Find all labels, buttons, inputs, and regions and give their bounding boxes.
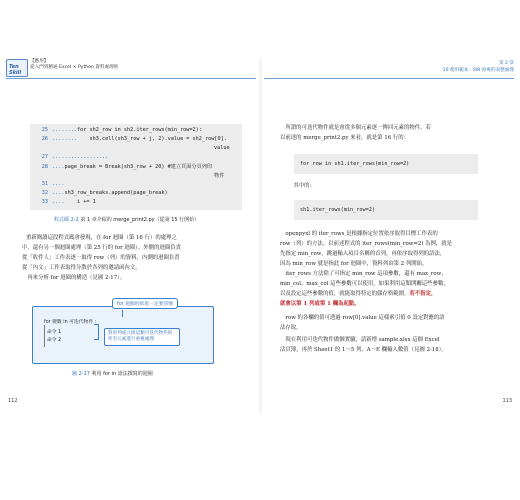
- header-rule: [6, 78, 256, 79]
- body-line: 再來分析 for 迴圈的構造（見圖 2-17）。: [22, 275, 126, 281]
- callout-arrow: [122, 310, 123, 317]
- body-line: [280, 290, 436, 299]
- code-line: 27 ..................: [30, 154, 108, 160]
- left-page-header: [6, 58, 256, 78]
- body-line: iter_rows 方法除了可指定 min_row 這項參數，還有 max_row、: [280, 271, 447, 277]
- header-line-1: 【應用】: [30, 59, 49, 64]
- code-text: for row in sh1.iter_rows(min_row=2): [300, 161, 410, 167]
- code-text: for sh2_row in sh2.iter_rows(min_row=2):: [77, 127, 202, 133]
- body-line: 所謂的可迭代物件就是會從多個元素逐一傳回元素的物件，若: [280, 125, 431, 131]
- figure-caption-number: 圖 2-17: [72, 371, 90, 377]
- code-continuation: 物件: [214, 173, 225, 179]
- line-number: 31: [41, 181, 48, 187]
- line-number: 27: [41, 154, 48, 160]
- left-page: [2, 58, 260, 414]
- body-text-span: 以及設定這些參數的值，就能取得特定的儲存格範圍。: [280, 291, 410, 297]
- header-text: [30, 59, 118, 71]
- code-line: 31 ....: [30, 181, 65, 187]
- chapter-label: 第 2 章: [498, 61, 514, 66]
- command-bracket: [94, 324, 99, 340]
- section-label: 10 使用範本：SW 原專的表整處理: [442, 68, 514, 73]
- command-2: 命令 2: [47, 338, 62, 343]
- body-line: min_col、max_col 這些參數可以使用，如果利用這類開關這些參數，: [280, 281, 449, 287]
- line-number: 33: [41, 199, 48, 205]
- code-caption-text: 第 1 章介紹的 merge_print2.py（從第 15 行開始）: [80, 217, 200, 223]
- line-number: 26: [41, 136, 48, 142]
- code-line: 28 ....page_break = Break(sh3_row + 20) #建立頁面分頁列印: [30, 163, 212, 170]
- line-number: 32: [41, 190, 48, 196]
- body-line: 法存取。: [280, 325, 302, 331]
- body-line: openpyxl 的 iter_rows 是根據指定位置依序取得目標工作表的: [280, 231, 438, 237]
- for-syntax-line: for 變數 in 可迭代物件 ：: [44, 320, 100, 325]
- body-line: 中，還有另一個迴圈處理（第 25 行的 for 迴圈）。外側的迴圈負責: [22, 245, 181, 251]
- book-spread: [0, 58, 520, 418]
- code-caption: [54, 216, 199, 223]
- indent-guide: [44, 325, 45, 347]
- line-number: 28: [41, 164, 48, 170]
- for-loop-diagram: [32, 298, 214, 364]
- body-line: 從「內文」工作表取得分散於各列的邀請函內文。: [22, 265, 141, 271]
- body-line: row 的各欄的值可透過 row[0].value 這樣索引值 0 設定對應的語: [280, 315, 445, 321]
- code-line: 26 ........ sh3.cell(sh3_row + j, 2).value = sh2_row[0].: [30, 136, 227, 142]
- code-text: sh3.cell(sh3_row + j, 2).value = sh2_row[0].: [77, 136, 227, 142]
- command-1: 命令 1: [47, 330, 62, 335]
- code-continuation: value: [214, 145, 230, 151]
- logo-text: Ten Skill: [9, 64, 22, 76]
- callout-iterable-note: 對串列或元組這類可迭代物件的所有元素進行重複處理: [104, 328, 180, 346]
- body-line: 活頁簿，再於 Sheet1 的 1～5 列、A～E 欄輸入數值（見圖 2-18）。: [280, 347, 447, 353]
- code-snippet-2: [294, 200, 478, 220]
- page-number-left: 112: [8, 398, 18, 404]
- code-line: 33 .... i += 1: [30, 199, 96, 205]
- header-line-2: 從入門到精通 Excel × Python 資料處理術: [30, 65, 119, 70]
- emphasis-line: 就會以第 1 列或第 1 欄為起點。: [280, 301, 360, 307]
- code-text: page_break = Break(sh3_row + 20) #建立頁面分頁列印: [64, 164, 213, 170]
- line-number: 25: [41, 127, 48, 133]
- right-page-header: [264, 58, 514, 78]
- body-line: 現在利用可迭代物件做個實驗，請新增 sample.xlsx 這個 Excel: [280, 337, 440, 343]
- code-line: 25 ........for sh2_row in sh2.iter_rows(min_row=2):: [30, 127, 202, 133]
- code-listing: [30, 124, 242, 210]
- code-line: 32 ....sh3_row_breaks.append(page_break): [30, 190, 168, 196]
- book-logo: [6, 59, 28, 77]
- code-text: sh1.iter_rows(min_row=2): [300, 207, 375, 213]
- body-line: row（列）的方法。以前述程式的 iter_rows(min_row=2) 為例，就是: [280, 241, 453, 247]
- body-line: 其中的：: [288, 183, 315, 189]
- figure-caption-text: 利用 for in 語法撰寫的迴圈: [91, 371, 153, 377]
- figure-caption: [72, 370, 153, 377]
- header-rule: [264, 78, 514, 79]
- body-line: 以前述的 merge_print2.py 來看，就是第 16 行的：: [280, 135, 410, 141]
- body-line: 因為 min_row 就是指此 for 迴圈中，資料列由第 2 列開始。: [280, 261, 428, 267]
- body-line: 先指定 min_row，跳過輸入項目名稱的首列，再依序取得列的語法，: [280, 251, 446, 257]
- emphasis-text: 若不指定，: [409, 291, 437, 297]
- body-line: 重新閱讀這段程式碼會發現，在 for 迴圈（第 16 行）的處理之: [26, 235, 177, 241]
- callout-colon-note: for 迴圈的結尾一定要冒號: [112, 298, 178, 309]
- code-text: i += 1: [64, 199, 96, 205]
- code-caption-number: 程式碼 2-2: [54, 217, 79, 223]
- page-number-right: 113: [502, 398, 512, 404]
- code-text: sh3_row_breaks.append(page_break): [64, 190, 168, 196]
- right-page: [262, 58, 518, 414]
- body-line: 從「收件人」工作表逐一取得 row（列）的資料，內側的迴圈負責: [22, 255, 180, 261]
- code-snippet-1: [294, 154, 478, 174]
